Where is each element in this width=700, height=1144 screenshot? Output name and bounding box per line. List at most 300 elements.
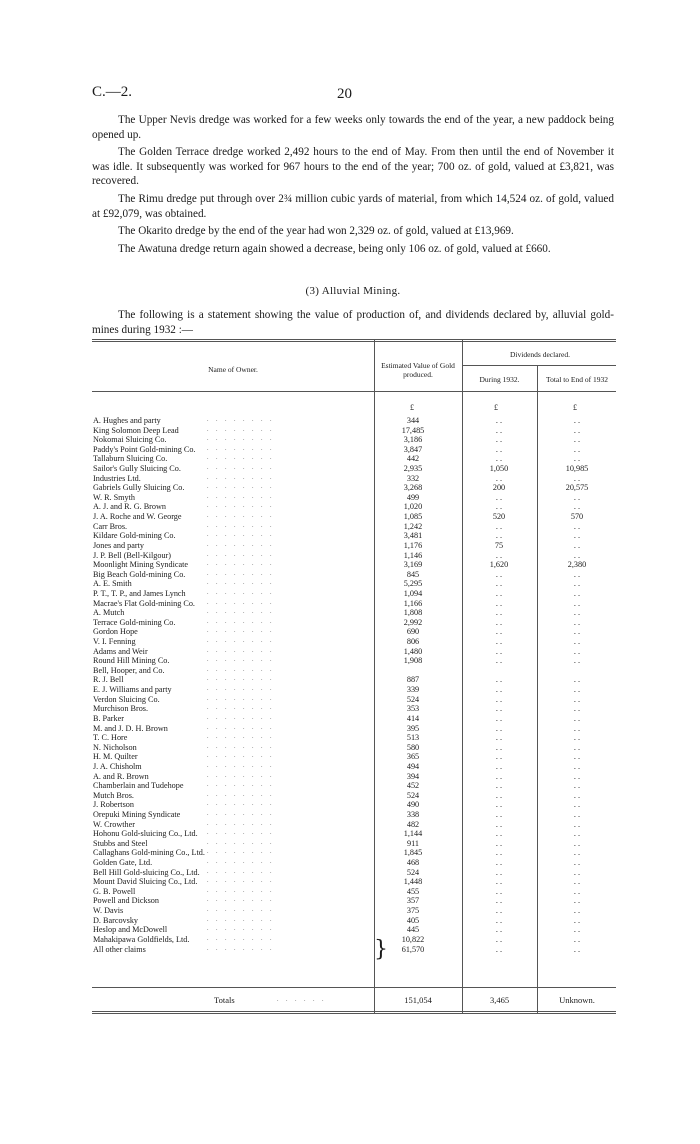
dividend-1932: . . [495, 656, 503, 666]
dividend-1932: . . [495, 444, 503, 454]
owner-name: T. C. Hore [93, 733, 128, 743]
table-row [92, 839, 616, 849]
dividend-1932: . . [495, 492, 503, 502]
table-row [92, 656, 616, 666]
owner-name: J. P. Bell (Bell-Kilgour) [93, 550, 172, 560]
leader-dots: . . . . . . . . [207, 916, 275, 923]
leader-dots: . . . . . . . . [207, 820, 275, 827]
leader-dots: . . . . . . . . [207, 513, 275, 520]
owner-name: R. J. Bell [93, 675, 124, 685]
dividend-total: . . [573, 569, 581, 579]
dividend-1932: . . [495, 761, 503, 771]
dividend-1932: . . [495, 733, 503, 743]
owner-name: Bell Hill Gold-sluicing Co., Ltd. [93, 867, 200, 877]
gold-value: 1,146 [403, 550, 423, 560]
dividend-total: . . [573, 637, 581, 647]
dividend-total: . . [573, 627, 581, 637]
gold-value: 1,808 [403, 608, 423, 618]
owner-name: Hohonu Gold-sluicing Co., Ltd. [93, 829, 198, 839]
dividend-total: . . [573, 540, 581, 550]
leader-dots: . . . . . . . . [207, 551, 275, 558]
table-row [92, 445, 616, 455]
table-row [92, 454, 616, 464]
dividend-1932: 75 [494, 540, 504, 550]
dividend-1932: . . [495, 781, 503, 791]
totals-during: 3,465 [489, 995, 510, 1005]
gold-value: 375 [406, 906, 420, 916]
owner-name: Mount David Sluicing Co., Ltd. [93, 877, 198, 887]
gold-value: 524 [406, 790, 420, 800]
table-row [92, 945, 616, 955]
dividend-1932: . . [495, 637, 503, 647]
owner-name: Paddy's Point Gold-mining Co. [93, 444, 196, 454]
leader-dots: . . . . . . . . [207, 493, 275, 500]
table-top-rule [92, 339, 616, 340]
leader-dots: . . . . . . . . [207, 830, 275, 837]
owner-name: Heslop and McDowell [93, 925, 168, 935]
gold-value: 3,169 [403, 560, 423, 570]
table-row [92, 627, 616, 637]
leader-dots: . . . . . . . . [207, 743, 275, 750]
owner-name: Adams and Weir [93, 646, 148, 656]
gold-value: 452 [406, 781, 420, 791]
dividend-1932: . . [495, 838, 503, 848]
table-row [92, 512, 616, 522]
table-row [92, 887, 616, 897]
body-paragraphs [92, 113, 614, 259]
owner-name: Stubbs and Steel [93, 838, 148, 848]
leader-dots: . . . . . . . . [207, 541, 275, 548]
dividend-total: . . [573, 790, 581, 800]
gold-value: 10,822 [401, 934, 425, 944]
dividend-1932: . . [495, 819, 503, 829]
owner-name: W. Crowther [93, 819, 135, 829]
table-row [92, 666, 616, 676]
dividend-total: . . [573, 915, 581, 925]
dividend-total: . . [573, 761, 581, 771]
owner-name: J. Robertson [93, 800, 134, 810]
dividend-total: 10,985 [565, 464, 589, 474]
owner-name: Kildare Gold-mining Co. [93, 531, 176, 541]
owner-name: Powell and Dickson [93, 896, 159, 906]
table-row [92, 820, 616, 830]
dividend-1932: . . [495, 877, 503, 887]
owner-name: Gordon Hope [93, 627, 138, 637]
dividend-total: . . [573, 896, 581, 906]
leader-dots: . . . . . . . . [207, 618, 275, 625]
dividend-1932: . . [495, 829, 503, 839]
gold-value: 17,485 [401, 425, 425, 435]
owner-name: P. T., T. P., and James Lynch [93, 588, 186, 598]
dividend-1932: . . [495, 685, 503, 695]
leader-dots: . . . . . . . . [207, 647, 275, 654]
dividend-total: . . [573, 454, 581, 464]
leader-dots: . . . . . . . . [207, 695, 275, 702]
dividend-1932: . . [495, 906, 503, 916]
leader-dots: . . . . . . . . [207, 926, 275, 933]
dividend-total: . . [573, 521, 581, 531]
dividend-total: . . [573, 502, 581, 512]
leader-dots: . . . . . . . . [207, 714, 275, 721]
gold-value: 490 [406, 800, 420, 810]
table-row [92, 579, 616, 589]
owner-name: Bell, Hooper, and Co. [93, 665, 165, 675]
table-row [92, 637, 616, 647]
leader-dots: . . . . . . . . [207, 589, 275, 596]
dividend-1932: . . [495, 915, 503, 925]
gold-value: 513 [406, 733, 420, 743]
dividend-1932: . . [495, 521, 503, 531]
table-row [92, 541, 616, 551]
gold-value: 887 [406, 675, 420, 685]
dividend-total: . . [573, 848, 581, 858]
dividend-1932: 1,050 [489, 464, 509, 474]
dividend-total: . . [573, 656, 581, 666]
leader-dots: . . . . . . . . [207, 868, 275, 875]
owner-name: A. J. and R. G. Brown [93, 502, 167, 512]
leader-dots: . . . . . . . . [207, 705, 275, 712]
totals-row [92, 995, 616, 1011]
leader-dots: . . . . . . . . [207, 935, 275, 942]
owner-name: A. E. Smith [93, 579, 132, 589]
table-row [92, 493, 616, 503]
leader-dots: . . . . . . . . [207, 676, 275, 683]
gold-value: 499 [406, 492, 420, 502]
table-body [92, 416, 616, 954]
dividend-1932: 1,620 [489, 560, 509, 570]
dividend-total: . . [573, 809, 581, 819]
owner-name: Chamberlain and Tudehope [93, 781, 184, 791]
gold-value: 1,166 [403, 598, 423, 608]
table-row [92, 618, 616, 628]
owner-name: King Solomon Deep Lead [93, 425, 179, 435]
gold-value: 3,186 [403, 435, 423, 445]
dividend-total: . . [573, 444, 581, 454]
leader-dots: . . . . . . . . [207, 897, 275, 904]
paragraph: The Awatuna dredge return again showed a decrease, being only 106 oz. of gold, valued at £660. [118, 242, 551, 255]
owner-name: Nokomai Sluicing Co. [93, 435, 167, 445]
owner-name: Big Beach Gold-mining Co. [93, 569, 186, 579]
dividend-1932: . . [495, 742, 503, 752]
owner-name: Orepuki Mining Syndicate [93, 809, 181, 819]
gold-value: 1,908 [403, 656, 423, 666]
leader-dots: . . . . . . . . [207, 762, 275, 769]
dividend-1932: . . [495, 435, 503, 445]
gold-value: 445 [406, 925, 420, 935]
table-row [92, 916, 616, 926]
owner-name: Macrae's Flat Gold-mining Co. [93, 598, 195, 608]
gold-value: 1,448 [403, 877, 423, 887]
owner-name: J. A. Roche and W. George [93, 512, 182, 522]
table-row [92, 935, 616, 945]
table-row [92, 772, 616, 782]
table-row [92, 752, 616, 762]
owner-name: Golden Gate, Ltd. [93, 858, 153, 868]
header-dividends: Dividends declared. [510, 350, 570, 359]
paragraph: The Golden Terrace dredge worked 2,492 hours to the end of May. From then until the end of November it was idle. It subsequently was worked for 967 hours to the end of the year; 700 oz. of gold, valued at £3,821, was recovered. [92, 146, 614, 188]
dividend-1932: . . [495, 713, 503, 723]
table-row [92, 925, 616, 935]
owner-name: All other claims [93, 944, 146, 954]
gold-value: 61,570 [401, 944, 425, 954]
dividend-total: . . [573, 646, 581, 656]
dividend-total: . . [573, 858, 581, 868]
owner-name: Tallaburn Sluicing Co. [93, 454, 168, 464]
gold-value: 344 [406, 416, 420, 425]
owner-name: Gabriels Gully Sluicing Co. [93, 483, 185, 493]
gold-value: 494 [406, 761, 420, 771]
table-row [92, 733, 616, 743]
dividend-1932: . . [495, 694, 503, 704]
gold-value: 482 [406, 819, 420, 829]
table-row [92, 724, 616, 734]
dividend-1932: . . [495, 550, 503, 560]
table-row [92, 522, 616, 532]
dividend-total: . . [573, 877, 581, 887]
dividend-total: . . [573, 733, 581, 743]
owner-name: Sailor's Gully Sluicing Co. [93, 464, 181, 474]
table-row [92, 810, 616, 820]
owner-name: V. I. Fenning [93, 637, 136, 647]
gold-value: 1,176 [403, 540, 423, 550]
gold-value: 357 [406, 896, 420, 906]
dividend-total: . . [573, 752, 581, 762]
totals-total: Unknown. [559, 995, 595, 1005]
dividend-1932: . . [495, 608, 503, 618]
leader-dots: . . . . . . . . [207, 628, 275, 635]
owner-name: A. and R. Brown [93, 771, 149, 781]
dividend-1932: . . [495, 790, 503, 800]
table-row [92, 599, 616, 609]
leader-dots: . . . . . . . . [207, 474, 275, 481]
dividend-total: . . [573, 675, 581, 685]
gold-value: 442 [406, 454, 420, 464]
totals-leader-dots: . . . . . . [277, 997, 327, 1003]
page-number: 20 [337, 86, 352, 102]
gold-value: 339 [406, 685, 420, 695]
owner-name: Murchison Bros. [93, 704, 149, 714]
totals-label: Totals [214, 995, 235, 1005]
dividend-total: . . [573, 704, 581, 714]
table-top-rule-inner [92, 341, 616, 342]
owner-name: Callaghans Gold-mining Co., Ltd. [93, 848, 205, 858]
leader-dots: . . . . . . . . [207, 907, 275, 914]
dividend-total: . . [573, 944, 581, 954]
dividend-1932: 520 [492, 512, 506, 522]
gold-value: 524 [406, 867, 420, 877]
gold-value: 414 [406, 713, 420, 723]
dividends-rule [462, 365, 616, 366]
dividend-total: . . [573, 531, 581, 541]
dividend-1932: . . [495, 675, 503, 685]
leader-dots: . . . . . . . . [207, 753, 275, 760]
leader-dots: . . . . . . . . [207, 580, 275, 587]
dividend-total: . . [573, 771, 581, 781]
leader-dots: . . . . . . . . [207, 887, 275, 894]
table-row [92, 608, 616, 618]
table-row [92, 464, 616, 474]
paragraph: The Upper Nevis dredge was worked for a few weeks only towards the end of the year, a new paddock being opened up. [92, 114, 614, 141]
leader-dots: . . . . . . . . [207, 522, 275, 529]
leader-dots: . . . . . . . . [207, 599, 275, 606]
table-row [92, 560, 616, 570]
table-row [92, 858, 616, 868]
leader-dots: . . . . . . . . [207, 810, 275, 817]
dividend-1932: . . [495, 627, 503, 637]
gold-value: 468 [406, 858, 420, 868]
dividend-1932: . . [495, 598, 503, 608]
dividend-1932: . . [495, 454, 503, 464]
owner-name: Verdon Sluicing Co. [93, 694, 160, 704]
dividend-total: 570 [570, 512, 584, 522]
gold-value: 1,085 [403, 512, 423, 522]
leader-dots: . . . . . . . . [207, 570, 275, 577]
table-bottom-rule-inner [92, 1013, 616, 1014]
table-row [92, 829, 616, 839]
table-row [92, 877, 616, 887]
table-bottom-rule [92, 1011, 616, 1012]
leader-dots: . . . . . . . . [207, 801, 275, 808]
dividend-total: . . [573, 425, 581, 435]
table-row [92, 906, 616, 916]
dividend-1932: . . [495, 896, 503, 906]
leader-dots: . . . . . . . . [207, 455, 275, 462]
dividend-1932: . . [495, 867, 503, 877]
table-row [92, 704, 616, 714]
table-row [92, 483, 616, 493]
table-row [92, 714, 616, 724]
dividend-1932: . . [495, 944, 503, 954]
dividend-1932: . . [495, 925, 503, 935]
gold-value: 3,847 [403, 444, 423, 454]
dividend-1932: . . [495, 473, 503, 483]
dividend-total: 2,380 [567, 560, 587, 570]
brace-symbol: } [374, 937, 388, 962]
dividend-total: . . [573, 473, 581, 483]
table-row [92, 743, 616, 753]
owner-name: A. Hughes and party [93, 416, 161, 425]
leader-dots: . . . . . . . . [207, 484, 275, 491]
table-row [92, 435, 616, 445]
header-during-1932: During 1932. [479, 375, 520, 384]
leader-dots: . . . . . . . . [207, 561, 275, 568]
owner-name: Round Hill Mining Co. [93, 656, 170, 666]
dividend-total: . . [573, 781, 581, 791]
table-row [92, 570, 616, 580]
table-row [92, 551, 616, 561]
gold-value: 1,845 [403, 848, 423, 858]
owner-name: J. A. Chisholm [93, 761, 142, 771]
dividend-1932: . . [495, 646, 503, 656]
leader-dots: . . . . . . . . [207, 532, 275, 539]
leader-dots: . . . . . . . . [207, 878, 275, 885]
owner-name: H. M. Quilter [93, 752, 138, 762]
gold-value: 845 [406, 569, 420, 579]
gold-value: 395 [406, 723, 420, 733]
dividend-1932: . . [495, 752, 503, 762]
leader-dots: . . . . . . . . [207, 839, 275, 846]
gold-value: 1,242 [403, 521, 423, 531]
leader-dots: . . . . . . . . [207, 859, 275, 866]
table-row [92, 589, 616, 599]
table-row [92, 800, 616, 810]
leader-dots: . . . . . . . . [207, 791, 275, 798]
table-row [92, 685, 616, 695]
table-row [92, 647, 616, 657]
owner-name: E. J. Williams and party [93, 685, 172, 695]
dividend-total: . . [573, 886, 581, 896]
leader-dots: . . . . . . . . [207, 638, 275, 645]
gold-value: 2,992 [403, 617, 423, 627]
table-row [92, 791, 616, 801]
dividend-1932: . . [495, 809, 503, 819]
dividend-1932: . . [495, 771, 503, 781]
dividend-total: . . [573, 579, 581, 589]
header-gold-produced: Estimated Value of Gold produced. [381, 361, 455, 379]
dividend-1932: . . [495, 416, 503, 425]
owner-name: Jones and party [93, 540, 144, 550]
table-row [92, 848, 616, 858]
dividend-total: . . [573, 906, 581, 916]
dividend-total: . . [573, 723, 581, 733]
page-header [92, 84, 612, 104]
gold-value: 455 [406, 886, 420, 896]
leader-dots: . . . . . . . . [207, 686, 275, 693]
leader-dots: . . . . . . . . [207, 609, 275, 616]
table-row [92, 868, 616, 878]
dividend-total: . . [573, 588, 581, 598]
gold-currency-symbol: £ [410, 403, 414, 412]
table-row [92, 896, 616, 906]
leader-dots: . . . . . . . . [207, 445, 275, 452]
gold-value: 338 [406, 809, 420, 819]
dividend-total: . . [573, 819, 581, 829]
owner-name: Mahakipawa Goldfields, Ltd. [93, 934, 190, 944]
owner-name: N. Nicholson [93, 742, 137, 752]
table-row [92, 675, 616, 685]
leader-dots: . . . . . . . . [207, 465, 275, 472]
leader-dots: . . . . . . . . [207, 849, 275, 856]
gold-value: 5,295 [403, 579, 423, 589]
leader-dots: . . . . . . . . [207, 772, 275, 779]
dividend-total: . . [573, 713, 581, 723]
leader-dots: . . . . . . . . [207, 782, 275, 789]
dividend-total: . . [573, 867, 581, 877]
dividend-1932: . . [495, 588, 503, 598]
dividend-1932: . . [495, 800, 503, 810]
paragraph: The Rimu dredge put through over 2¾ million cubic yards of material, from which 14,524 oz. of gold, valued at £92,079, was obtained. [92, 192, 614, 220]
owner-name: W. R. Smyth [93, 492, 136, 502]
table-row [92, 502, 616, 512]
gold-value: 1,020 [403, 502, 423, 512]
gold-value: 1,094 [403, 588, 423, 598]
dividend-1932: . . [495, 569, 503, 579]
totals-gold: 151,054 [404, 995, 432, 1005]
totals-top-rule [92, 987, 616, 988]
dividend-total: . . [573, 925, 581, 935]
table-row [92, 426, 616, 436]
dividend-total: . . [573, 742, 581, 752]
gold-value: 365 [406, 752, 420, 762]
dividend-1932: . . [495, 704, 503, 714]
gold-value: 332 [406, 473, 420, 483]
dividend-1932: . . [495, 934, 503, 944]
gold-value: 911 [407, 838, 419, 848]
gold-value: 806 [406, 637, 420, 647]
paragraph: The Okarito dredge by the end of the year had won 2,329 oz. of gold, valued at £13,969. [118, 225, 514, 238]
gold-value: 1,144 [403, 829, 423, 839]
table-row [92, 762, 616, 772]
